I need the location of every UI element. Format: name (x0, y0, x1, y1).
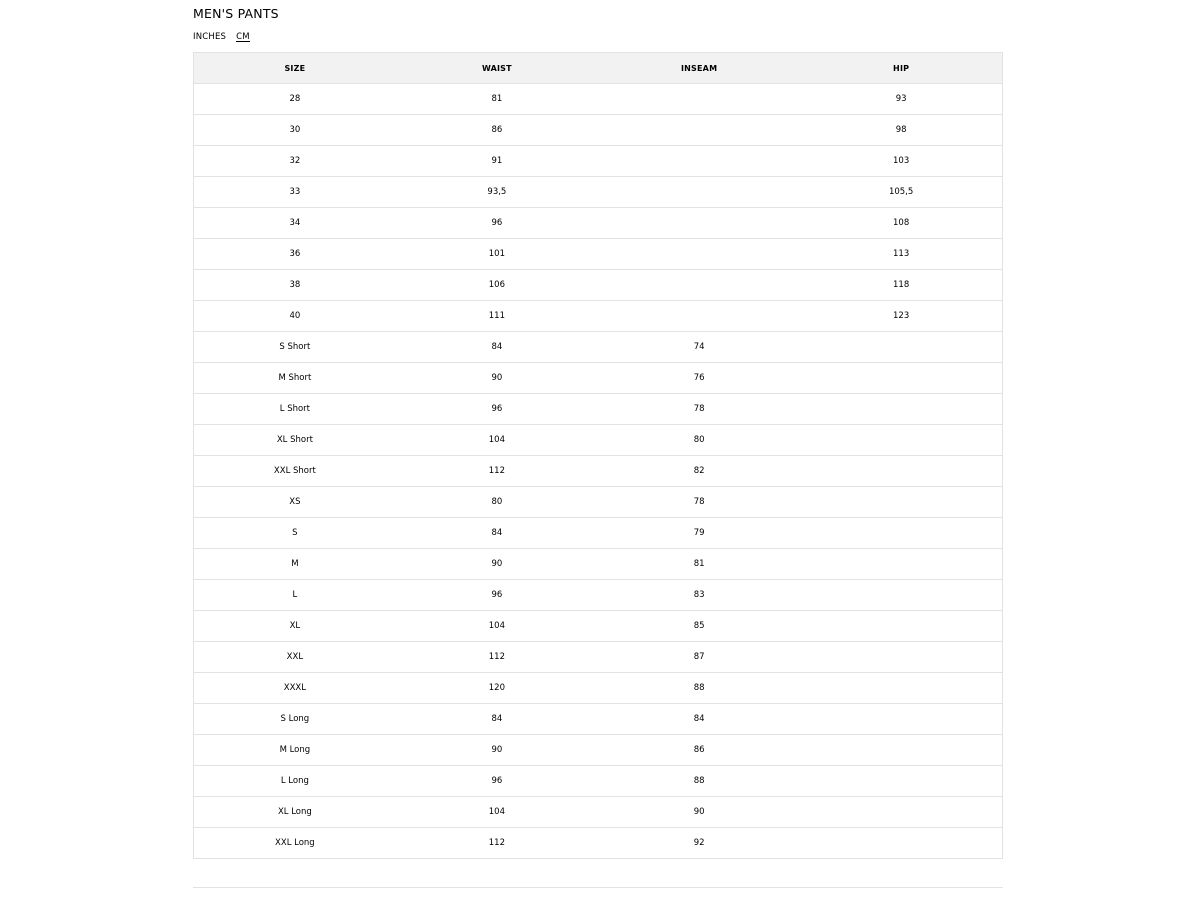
size-table (193, 52, 1003, 859)
cell-hip (800, 611, 1002, 642)
table-row (194, 239, 1003, 270)
cell-waist: 112 (396, 828, 598, 859)
cell-inseam: 90 (598, 797, 800, 828)
cell-inseam: 82 (598, 456, 800, 487)
cell-inseam: 76 (598, 363, 800, 394)
cell-size: M Long (194, 735, 396, 766)
cell-hip (800, 363, 1002, 394)
cell-hip: 108 (800, 208, 1002, 239)
cell-waist: 96 (396, 208, 598, 239)
cell-inseam: 86 (598, 735, 800, 766)
table-row (194, 84, 1003, 115)
cell-size: 34 (194, 208, 396, 239)
cell-hip: 113 (800, 239, 1002, 270)
cell-size: S Short (194, 332, 396, 363)
cell-inseam (598, 115, 800, 146)
table-row (194, 642, 1003, 673)
cell-hip: 118 (800, 270, 1002, 301)
unit-tab-cm[interactable]: CM (236, 32, 250, 42)
cell-hip (800, 580, 1002, 611)
cell-size: M (194, 549, 396, 580)
cell-size: XL (194, 611, 396, 642)
cell-waist: 84 (396, 332, 598, 363)
cell-size: 36 (194, 239, 396, 270)
cell-waist: 90 (396, 735, 598, 766)
table-row (194, 704, 1003, 735)
cell-inseam (598, 270, 800, 301)
cell-waist: 112 (396, 642, 598, 673)
table-row (194, 425, 1003, 456)
cell-waist: 96 (396, 766, 598, 797)
cell-hip (800, 549, 1002, 580)
cell-waist: 111 (396, 301, 598, 332)
cell-size: XL Long (194, 797, 396, 828)
unit-tab-inches[interactable]: INCHES (193, 32, 227, 42)
cell-waist: 90 (396, 549, 598, 580)
cell-size: XL Short (194, 425, 396, 456)
header-inseam: INSEAM (598, 53, 800, 84)
cell-size: 30 (194, 115, 396, 146)
cell-size: XXL Long (194, 828, 396, 859)
cell-hip: 123 (800, 301, 1002, 332)
cell-waist: 86 (396, 115, 598, 146)
table-row (194, 177, 1003, 208)
table-row (194, 115, 1003, 146)
cell-inseam: 92 (598, 828, 800, 859)
header-waist: WAIST (396, 53, 598, 84)
cell-inseam: 78 (598, 487, 800, 518)
cell-size: 32 (194, 146, 396, 177)
table-row (194, 456, 1003, 487)
cell-waist: 106 (396, 270, 598, 301)
cell-inseam (598, 301, 800, 332)
cell-hip (800, 766, 1002, 797)
table-row (194, 735, 1003, 766)
cell-inseam: 81 (598, 549, 800, 580)
header-hip: HIP (800, 53, 1002, 84)
cell-waist: 104 (396, 611, 598, 642)
cell-waist: 93,5 (396, 177, 598, 208)
cell-size: XXL Short (194, 456, 396, 487)
cell-hip (800, 518, 1002, 549)
table-body (194, 84, 1003, 859)
cell-hip (800, 394, 1002, 425)
cell-size: L Short (194, 394, 396, 425)
cell-size: S Long (194, 704, 396, 735)
cell-inseam: 87 (598, 642, 800, 673)
cell-hip (800, 735, 1002, 766)
cell-size: L Long (194, 766, 396, 797)
cell-inseam: 84 (598, 704, 800, 735)
cell-inseam (598, 239, 800, 270)
cell-size: L (194, 580, 396, 611)
cell-waist: 84 (396, 518, 598, 549)
cell-hip (800, 642, 1002, 673)
table-row (194, 549, 1003, 580)
cell-size: 40 (194, 301, 396, 332)
cell-waist: 101 (396, 239, 598, 270)
cell-inseam: 80 (598, 425, 800, 456)
cell-hip (800, 425, 1002, 456)
cell-waist: 104 (396, 425, 598, 456)
table-row (194, 394, 1003, 425)
cell-inseam: 83 (598, 580, 800, 611)
header-size: SIZE (194, 53, 396, 84)
cell-hip (800, 797, 1002, 828)
cell-inseam (598, 208, 800, 239)
table-row (194, 518, 1003, 549)
table-row (194, 363, 1003, 394)
cell-inseam (598, 146, 800, 177)
cell-waist: 112 (396, 456, 598, 487)
cell-size: XS (194, 487, 396, 518)
cell-inseam: 79 (598, 518, 800, 549)
cell-waist: 80 (396, 487, 598, 518)
table-row (194, 208, 1003, 239)
cell-inseam: 78 (598, 394, 800, 425)
cell-inseam (598, 177, 800, 208)
table-row (194, 332, 1003, 363)
table-row (194, 301, 1003, 332)
cell-hip (800, 456, 1002, 487)
cell-waist: 104 (396, 797, 598, 828)
cell-size: 38 (194, 270, 396, 301)
table-row (194, 797, 1003, 828)
divider (193, 887, 1003, 888)
cell-hip (800, 332, 1002, 363)
cell-size: 33 (194, 177, 396, 208)
cell-inseam (598, 84, 800, 115)
cell-inseam: 74 (598, 332, 800, 363)
cell-waist: 96 (396, 580, 598, 611)
table-row (194, 828, 1003, 859)
page-title: MEN'S PANTS (193, 6, 279, 21)
cell-size: S (194, 518, 396, 549)
unit-toggle (193, 30, 1003, 52)
cell-inseam: 88 (598, 673, 800, 704)
cell-inseam: 88 (598, 766, 800, 797)
table-row (194, 766, 1003, 797)
table-row (194, 611, 1003, 642)
cell-waist: 91 (396, 146, 598, 177)
cell-hip (800, 673, 1002, 704)
cell-hip: 93 (800, 84, 1002, 115)
table-row (194, 580, 1003, 611)
cell-waist: 120 (396, 673, 598, 704)
table-row (194, 146, 1003, 177)
table-row (194, 673, 1003, 704)
cell-size: M Short (194, 363, 396, 394)
cell-waist: 96 (396, 394, 598, 425)
table-row (194, 270, 1003, 301)
table-header-row (194, 53, 1003, 84)
cell-size: 28 (194, 84, 396, 115)
cell-waist: 90 (396, 363, 598, 394)
cell-hip: 105,5 (800, 177, 1002, 208)
cell-inseam: 85 (598, 611, 800, 642)
cell-hip: 98 (800, 115, 1002, 146)
cell-waist: 81 (396, 84, 598, 115)
cell-hip (800, 487, 1002, 518)
table-row (194, 487, 1003, 518)
cell-hip (800, 704, 1002, 735)
cell-size: XXXL (194, 673, 396, 704)
cell-size: XXL (194, 642, 396, 673)
size-chart (193, 0, 1003, 859)
cell-hip (800, 828, 1002, 859)
cell-waist: 84 (396, 704, 598, 735)
cell-hip: 103 (800, 146, 1002, 177)
